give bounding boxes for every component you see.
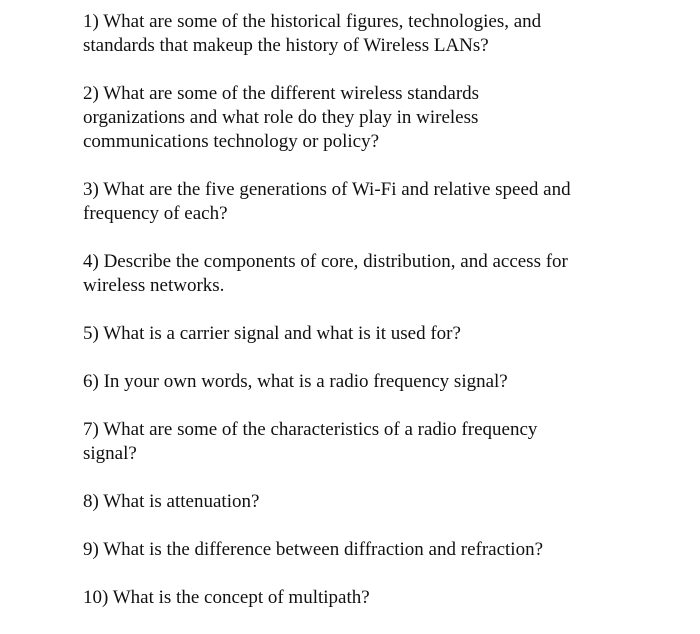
question-9: [83, 538, 571, 562]
question-6: [83, 370, 571, 394]
question-text-line: 4) Describe the components of core, distribution, and access for: [83, 251, 568, 272]
question-text-line: 8) What is attenuation?: [83, 491, 260, 512]
question-3: [83, 178, 571, 226]
question-5: [83, 322, 571, 346]
question-7: [83, 418, 571, 466]
question-text-line: 2) What are some of the different wireless standards: [83, 83, 480, 104]
question-text-line: wireless networks.: [83, 275, 225, 296]
question-text-line: 1) What are some of the historical figures, technologies, and: [83, 11, 542, 32]
question-8: [83, 490, 571, 514]
question-text-line: frequency of each?: [83, 203, 228, 224]
question-text-line: signal?: [83, 443, 137, 464]
question-4: [83, 250, 571, 298]
question-10: [83, 586, 571, 610]
question-text-line: 6) In your own words, what is a radio frequency signal?: [83, 371, 508, 392]
question-list: [83, 10, 571, 634]
question-text-line: standards that makeup the history of Wireless LANs?: [83, 35, 489, 56]
question-text-line: 5) What is a carrier signal and what is it used for?: [83, 323, 461, 344]
question-text-line: communications technology or policy?: [83, 131, 380, 152]
question-text-line: 7) What are some of the characteristics of a radio frequency: [83, 419, 538, 440]
question-1: [83, 10, 571, 58]
question-text-line: 9) What is the difference between diffraction and refraction?: [83, 539, 544, 560]
question-text-line: organizations and what role do they play in wireless: [83, 107, 479, 128]
question-2: [83, 82, 571, 154]
question-text-line: 3) What are the five generations of Wi-Fi and relative speed and: [83, 179, 571, 200]
question-text-line: 10) What is the concept of multipath?: [83, 587, 370, 608]
